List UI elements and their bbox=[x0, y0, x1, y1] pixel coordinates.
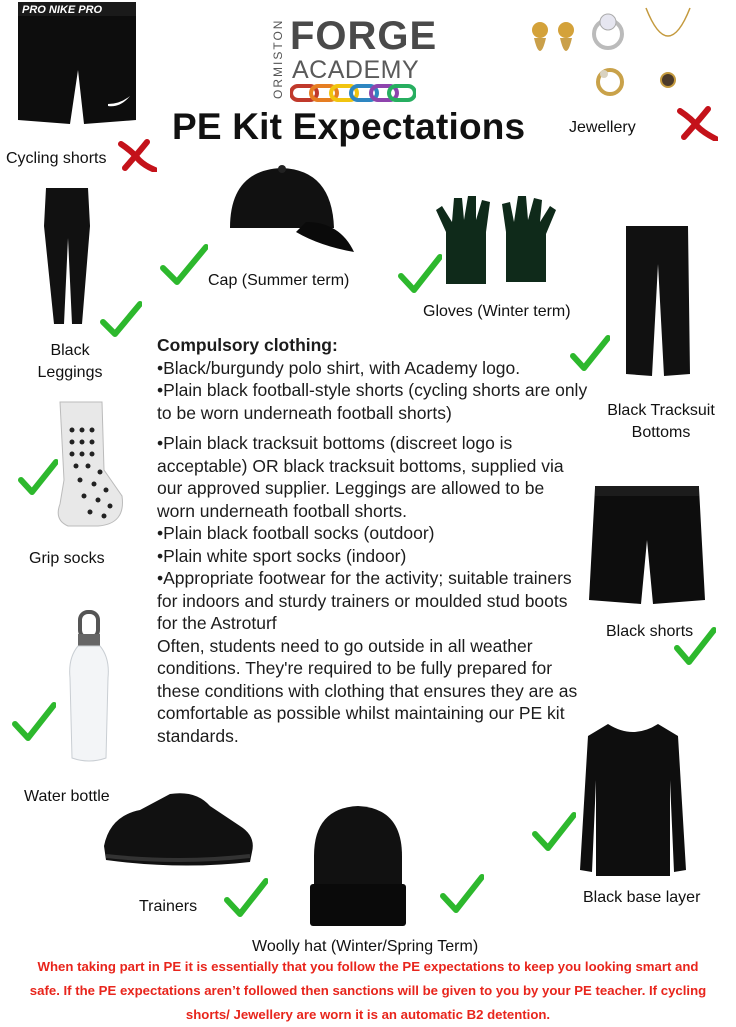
jewellery-label: Jewellery bbox=[569, 119, 636, 136]
rules-line: •Plain white sport socks (indoor) bbox=[157, 545, 407, 566]
tick-icon bbox=[18, 458, 58, 496]
tick-icon bbox=[532, 810, 576, 852]
grip-socks-image bbox=[50, 400, 126, 530]
tick-icon bbox=[440, 872, 484, 914]
base-layer-label: Black base layer bbox=[583, 889, 701, 906]
cap-label: Cap (Summer term) bbox=[208, 272, 350, 289]
svg-text:PRO NIKE PRO: PRO NIKE PRO bbox=[22, 4, 103, 16]
base-layer-image bbox=[578, 720, 688, 880]
footer-line: safe. If the PE expectations aren’t followed then sanctions will be given to you by your PE teacher. If cycling bbox=[29, 983, 707, 998]
rules-heading: Compulsory clothing: bbox=[157, 335, 338, 355]
rules-line: Often, students need to go outside in all weather bbox=[157, 635, 533, 656]
footer-warning bbox=[0, 955, 736, 1027]
footer-line: When taking part in PE it is essentially that you follow the PE expectations to keep you looking smart and bbox=[37, 959, 699, 974]
woolly-hat-label: Woolly hat (Winter/Spring Term) bbox=[252, 938, 479, 955]
tick-icon bbox=[160, 242, 208, 286]
page-title: PE Kit Expectations bbox=[172, 106, 526, 147]
rules-line: •Plain black tracksuit bottoms (discreet logo is bbox=[157, 433, 513, 453]
cycling-shorts-image bbox=[12, 0, 142, 128]
compulsory-clothing-text bbox=[157, 334, 587, 747]
black-leggings-image bbox=[40, 186, 94, 326]
cross-icon bbox=[117, 138, 157, 172]
logo-side-text: ORMISTON bbox=[271, 18, 285, 99]
cap-image bbox=[220, 162, 356, 258]
rules-line: conditions. They're required to be fully prepared for bbox=[157, 658, 553, 678]
tracksuit-bottoms-image bbox=[622, 224, 692, 380]
woolly-hat-image bbox=[306, 800, 410, 930]
water-bottle-label: Water bottle bbox=[24, 788, 110, 805]
tick-icon bbox=[224, 876, 268, 918]
jewellery-image bbox=[520, 4, 720, 112]
rules-line: •Plain black football socks (outdoor) bbox=[157, 523, 435, 543]
logo-forge-text: FORGE bbox=[290, 14, 438, 58]
tick-icon bbox=[12, 700, 56, 742]
black-shorts-image bbox=[587, 484, 707, 608]
gloves-label: Gloves (Winter term) bbox=[423, 303, 571, 320]
trainers-label: Trainers bbox=[139, 898, 198, 915]
rules-line: our approved supplier. Leggings are allowed to be bbox=[157, 478, 545, 498]
tick-icon bbox=[398, 252, 442, 294]
gloves-image bbox=[432, 192, 562, 288]
rules-line: •Black/burgundy polo shirt, with Academy logo. bbox=[157, 357, 521, 378]
rules-line: standards. bbox=[157, 725, 239, 746]
rules-line: worn underneath football shorts. bbox=[157, 500, 408, 521]
cycling-shorts-label: Cycling shorts bbox=[6, 150, 107, 167]
rules-line: acceptable) OR black tracksuit bottoms, supplied via bbox=[157, 455, 564, 476]
rules-line: •Plain black football-style shorts (cycling shorts are only bbox=[157, 380, 588, 400]
black-leggings-label: Black Leggings bbox=[37, 342, 103, 381]
academy-logo bbox=[268, 14, 438, 106]
logo-chain-icon bbox=[290, 84, 416, 102]
rules-line: •Appropriate footwear for the activity; suitable trainers bbox=[157, 568, 572, 588]
black-shorts-label: Black shorts bbox=[606, 623, 694, 640]
grip-socks-label: Grip socks bbox=[29, 550, 105, 567]
tick-icon bbox=[100, 300, 142, 338]
tick-icon bbox=[674, 626, 716, 666]
logo-academy-text: ACADEMY bbox=[292, 56, 420, 84]
cross-icon bbox=[676, 105, 718, 141]
trainers-image bbox=[100, 786, 256, 872]
rules-line: comfortable as possible whilst maintaining our PE kit bbox=[157, 703, 565, 723]
tracksuit-bottoms-label: Black Tracksuit Bottoms bbox=[607, 402, 715, 441]
rules-line: these conditions with clothing that ensures they are as bbox=[157, 680, 578, 701]
water-bottle-image bbox=[64, 608, 114, 764]
rules-line: for the Astroturf bbox=[157, 613, 277, 633]
footer-line: shorts/ Jewellery are worn it is an automatic B2 detention. bbox=[185, 1007, 551, 1022]
rules-line: to be worn underneath football shorts) bbox=[157, 402, 452, 423]
rules-line: for indoors and sturdy trainers or moulded stud boots bbox=[157, 590, 568, 611]
